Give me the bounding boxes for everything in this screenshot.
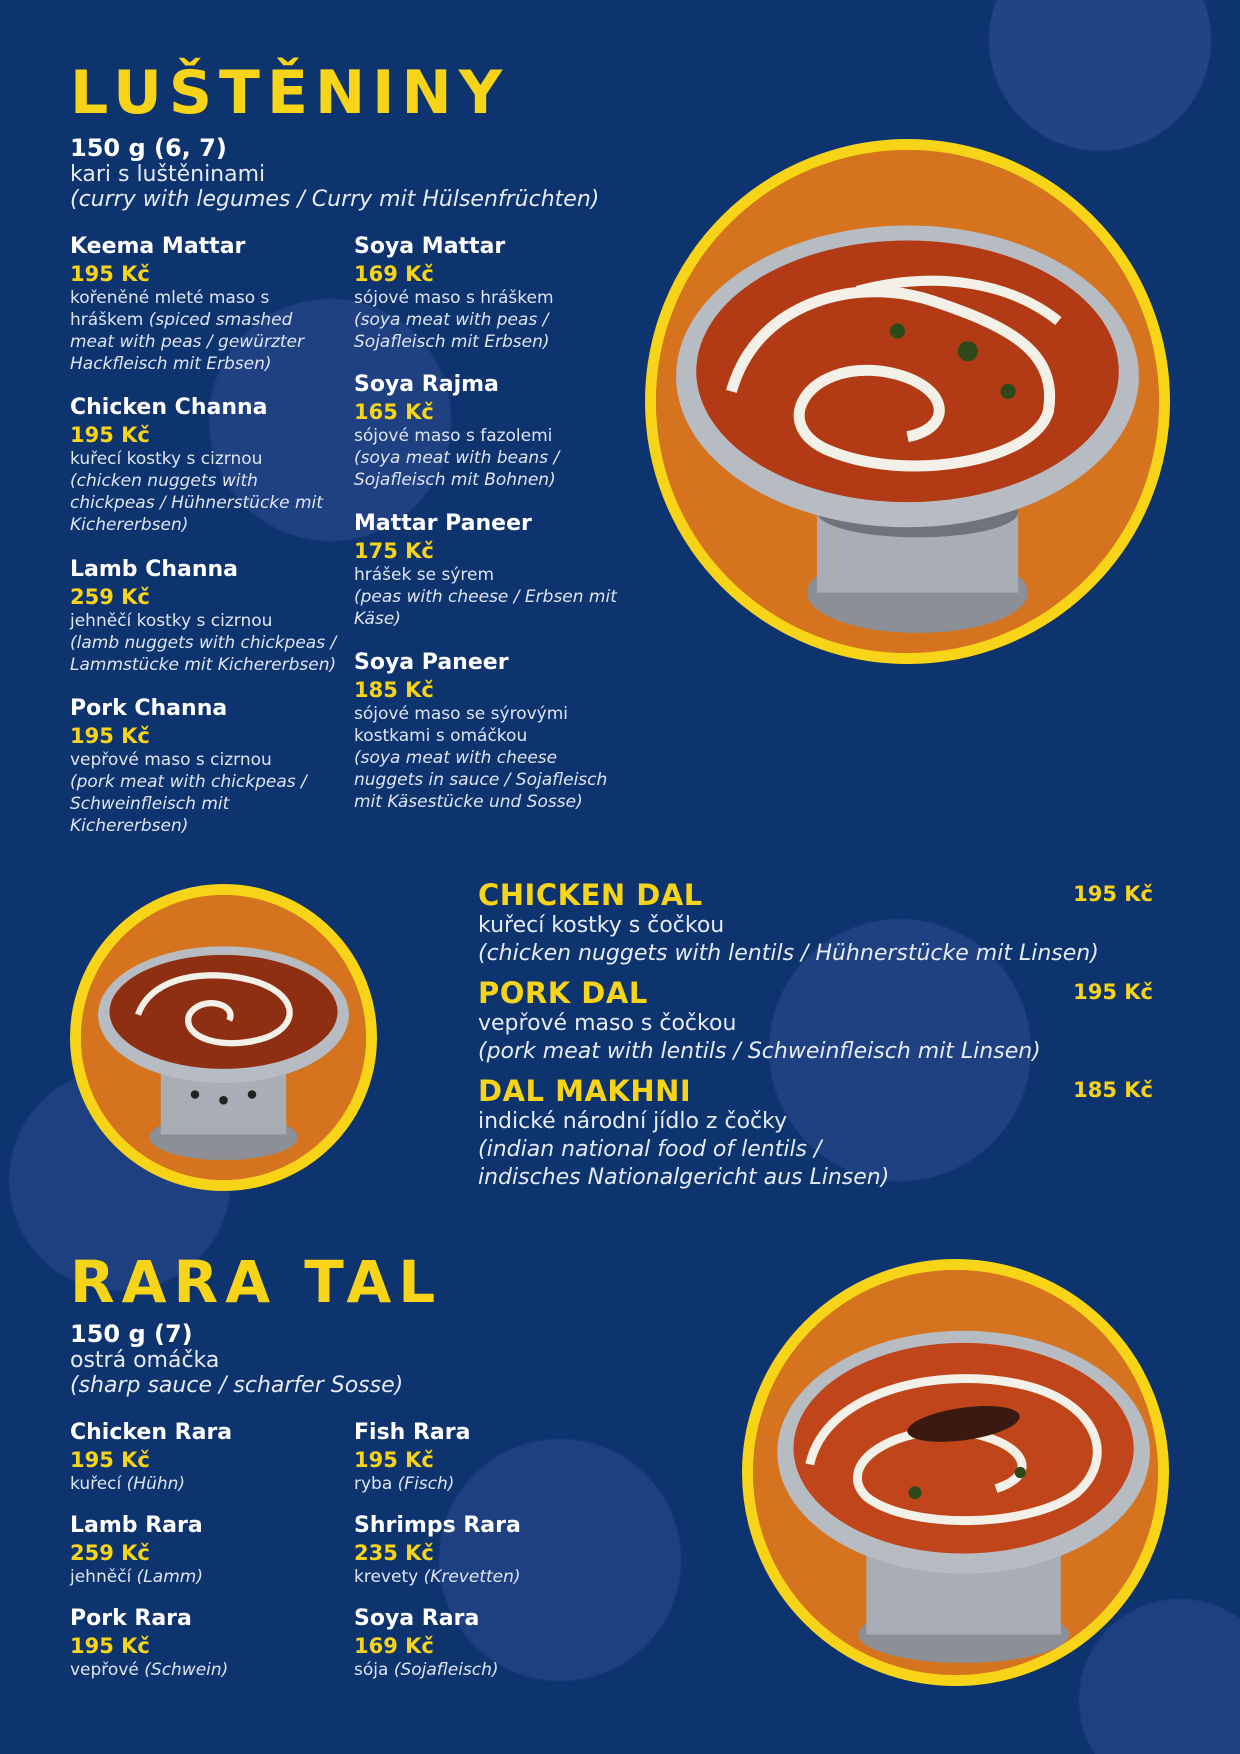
- section-title-rara: RARA TAL: [70, 1248, 443, 1316]
- menu-item: [70, 1605, 340, 1681]
- item-price: 195 Kč: [70, 423, 150, 447]
- item-name: Keema Mattar: [70, 234, 246, 259]
- item-name: Soya Rara: [354, 1606, 480, 1631]
- item-name: Soya Mattar: [354, 234, 506, 259]
- item-description: [70, 610, 340, 676]
- item-desc-cz: sójové maso se sýrovými kostkami s omáčkou: [354, 704, 569, 746]
- item-name: Shrimps Rara: [354, 1513, 521, 1538]
- item-desc-en: (chicken nuggets with chickpeas / Hühnerstücke mit Kichererbsen): [70, 471, 323, 535]
- section-desc-cz: ostrá omáčka: [70, 1348, 220, 1373]
- item-desc-en: (soya meat with beans / Sojafleisch mit Bohnen): [354, 448, 560, 490]
- item-price: 175 Kč: [354, 539, 434, 563]
- item-description: [70, 1659, 340, 1681]
- item-desc-cz: vepřové maso s cizrnou: [70, 750, 272, 770]
- item-desc-cz: sójové maso s fazolemi: [354, 426, 553, 446]
- bowl-illustration: [656, 150, 1159, 653]
- dal-desc-en: (chicken nuggets with lentils / Hühnerstücke mit Linsen): [478, 941, 1099, 966]
- dal-desc-en: (indian national food of lentils / indisches Nationalgericht aus Linsen): [478, 1137, 890, 1190]
- item-description: [354, 1473, 624, 1495]
- item-desc-en: (spiced smashed meat with peas / gewürzter Hackfleisch mit Erbsen): [70, 310, 304, 374]
- item-desc-en: (pork meat with chickpeas / Schweinfleisch mit Kichererbsen): [70, 772, 307, 836]
- dal-name: PORK DAL: [478, 976, 648, 1010]
- item-desc-en: (soya meat with cheese nuggets in sauce / Sojafleisch mit Käsestücke und Sosse): [354, 748, 608, 812]
- item-description: [70, 749, 340, 837]
- item-name: Mattar Paneer: [354, 511, 532, 536]
- dal-bowl-photo: [70, 884, 377, 1191]
- dal-desc-cz: kuřecí kostky s čočkou: [478, 913, 725, 938]
- item-name: Chicken Rara: [70, 1420, 233, 1445]
- dal-price: 195 Kč: [1073, 882, 1153, 906]
- menu-item: [70, 233, 340, 375]
- item-price: 195 Kč: [70, 724, 150, 748]
- item-description: [354, 1566, 624, 1588]
- section-desc-en: (sharp sauce / scharfer Sosse): [70, 1373, 404, 1398]
- menu-item: [70, 695, 340, 837]
- item-name: Soya Paneer: [354, 650, 509, 675]
- item-description: [354, 425, 624, 491]
- item-desc-cz: ryba: [354, 1474, 393, 1494]
- menu-item: [70, 394, 340, 536]
- item-price: 235 Kč: [354, 1541, 434, 1565]
- dal-desc-en: (pork meat with lentils / Schweinfleisch mit Linsen): [478, 1039, 1041, 1064]
- item-desc-cz: jehněčí: [70, 1567, 132, 1587]
- item-price: 195 Kč: [70, 1634, 150, 1658]
- item-price: 165 Kč: [354, 400, 434, 424]
- section-title-lusteniny: LUŠTĚNINY: [70, 58, 510, 128]
- item-description: [354, 564, 624, 630]
- dal-item: [478, 976, 1153, 1066]
- item-desc-en: (Lamm): [136, 1567, 203, 1587]
- item-price: 185 Kč: [354, 678, 434, 702]
- item-name: Chicken Channa: [70, 395, 268, 420]
- bowl-illustration: [753, 1270, 1158, 1675]
- section-desc-en: (curry with legumes / Curry mit Hülsenfrüchten): [70, 187, 600, 212]
- item-name: Pork Rara: [70, 1606, 192, 1631]
- section-desc-cz: kari s luštěninami: [70, 162, 266, 187]
- item-desc-en: (Schwein): [144, 1660, 229, 1680]
- item-name: Pork Channa: [70, 696, 228, 721]
- menu-item: [70, 1419, 340, 1495]
- item-description: [354, 1659, 624, 1681]
- item-name: Soya Rajma: [354, 372, 499, 397]
- portion-info: 150 g (6, 7): [70, 134, 227, 162]
- item-price: 169 Kč: [354, 262, 434, 286]
- item-price: 195 Kč: [70, 262, 150, 286]
- section-intro-lusteniny: [70, 134, 630, 212]
- item-name: Lamb Channa: [70, 557, 239, 582]
- item-desc-en: (Fisch): [397, 1474, 455, 1494]
- item-desc-cz: jehněčí kostky s cizrnou: [70, 611, 273, 631]
- item-desc-cz: sója: [354, 1660, 389, 1680]
- item-description: [70, 287, 340, 375]
- item-description: [70, 1566, 340, 1588]
- item-desc-en: (Krevetten): [423, 1567, 521, 1587]
- dal-name: DAL MAKHNI: [478, 1074, 692, 1108]
- item-price: 195 Kč: [354, 1448, 434, 1472]
- dal-price: 195 Kč: [1073, 980, 1153, 1004]
- item-desc-cz: kuřecí: [70, 1474, 122, 1494]
- item-description: [354, 287, 624, 353]
- menu-item: [354, 649, 624, 813]
- menu-item: [70, 1512, 340, 1588]
- item-desc-en: (Hühn): [126, 1474, 186, 1494]
- item-description: [70, 1473, 340, 1495]
- item-desc-cz: kořeněné mleté maso s hráškem: [70, 288, 270, 330]
- menu-item: [354, 510, 624, 630]
- menu-item: [354, 1605, 624, 1681]
- dal-desc-cz: indické národní jídlo z čočky: [478, 1109, 788, 1134]
- portion-info: 150 g (7): [70, 1320, 193, 1348]
- item-description: [354, 703, 624, 813]
- item-desc-en: (soya meat with peas / Sojafleisch mit Erbsen): [354, 310, 550, 352]
- item-desc-cz: kuřecí kostky s cizrnou: [70, 449, 263, 469]
- bowl-illustration: [81, 895, 366, 1180]
- curry-bowl-photo: [645, 139, 1170, 664]
- rara-bowl-photo: [742, 1259, 1169, 1686]
- menu-item: [354, 233, 624, 353]
- section-intro-rara: [70, 1320, 630, 1398]
- item-name: Lamb Rara: [70, 1513, 203, 1538]
- item-desc-en: (peas with cheese / Erbsen mit Käse): [354, 587, 617, 629]
- item-price: 259 Kč: [70, 585, 150, 609]
- dal-price: 185 Kč: [1073, 1078, 1153, 1102]
- item-desc-cz: sójové maso s hráškem: [354, 288, 554, 308]
- item-desc-cz: hrášek se sýrem: [354, 565, 495, 585]
- item-description: [70, 448, 340, 536]
- menu-item: [354, 1419, 624, 1495]
- dal-item: [478, 1074, 1153, 1192]
- dal-desc-cz: vepřové maso s čočkou: [478, 1011, 737, 1036]
- item-desc-en: (lamb nuggets with chickpeas / Lammstücke mit Kichererbsen): [70, 633, 337, 675]
- menu-item: [70, 556, 340, 676]
- item-desc-cz: krevety: [354, 1567, 419, 1587]
- item-price: 195 Kč: [70, 1448, 150, 1472]
- item-desc-en: (Sojafleisch): [393, 1660, 499, 1680]
- item-name: Fish Rara: [354, 1420, 471, 1445]
- item-price: 259 Kč: [70, 1541, 150, 1565]
- dal-item: [478, 878, 1153, 968]
- menu-item: [354, 1512, 624, 1588]
- item-desc-cz: vepřové: [70, 1660, 139, 1680]
- dal-name: CHICKEN DAL: [478, 878, 703, 912]
- menu-item: [354, 371, 624, 491]
- item-price: 169 Kč: [354, 1634, 434, 1658]
